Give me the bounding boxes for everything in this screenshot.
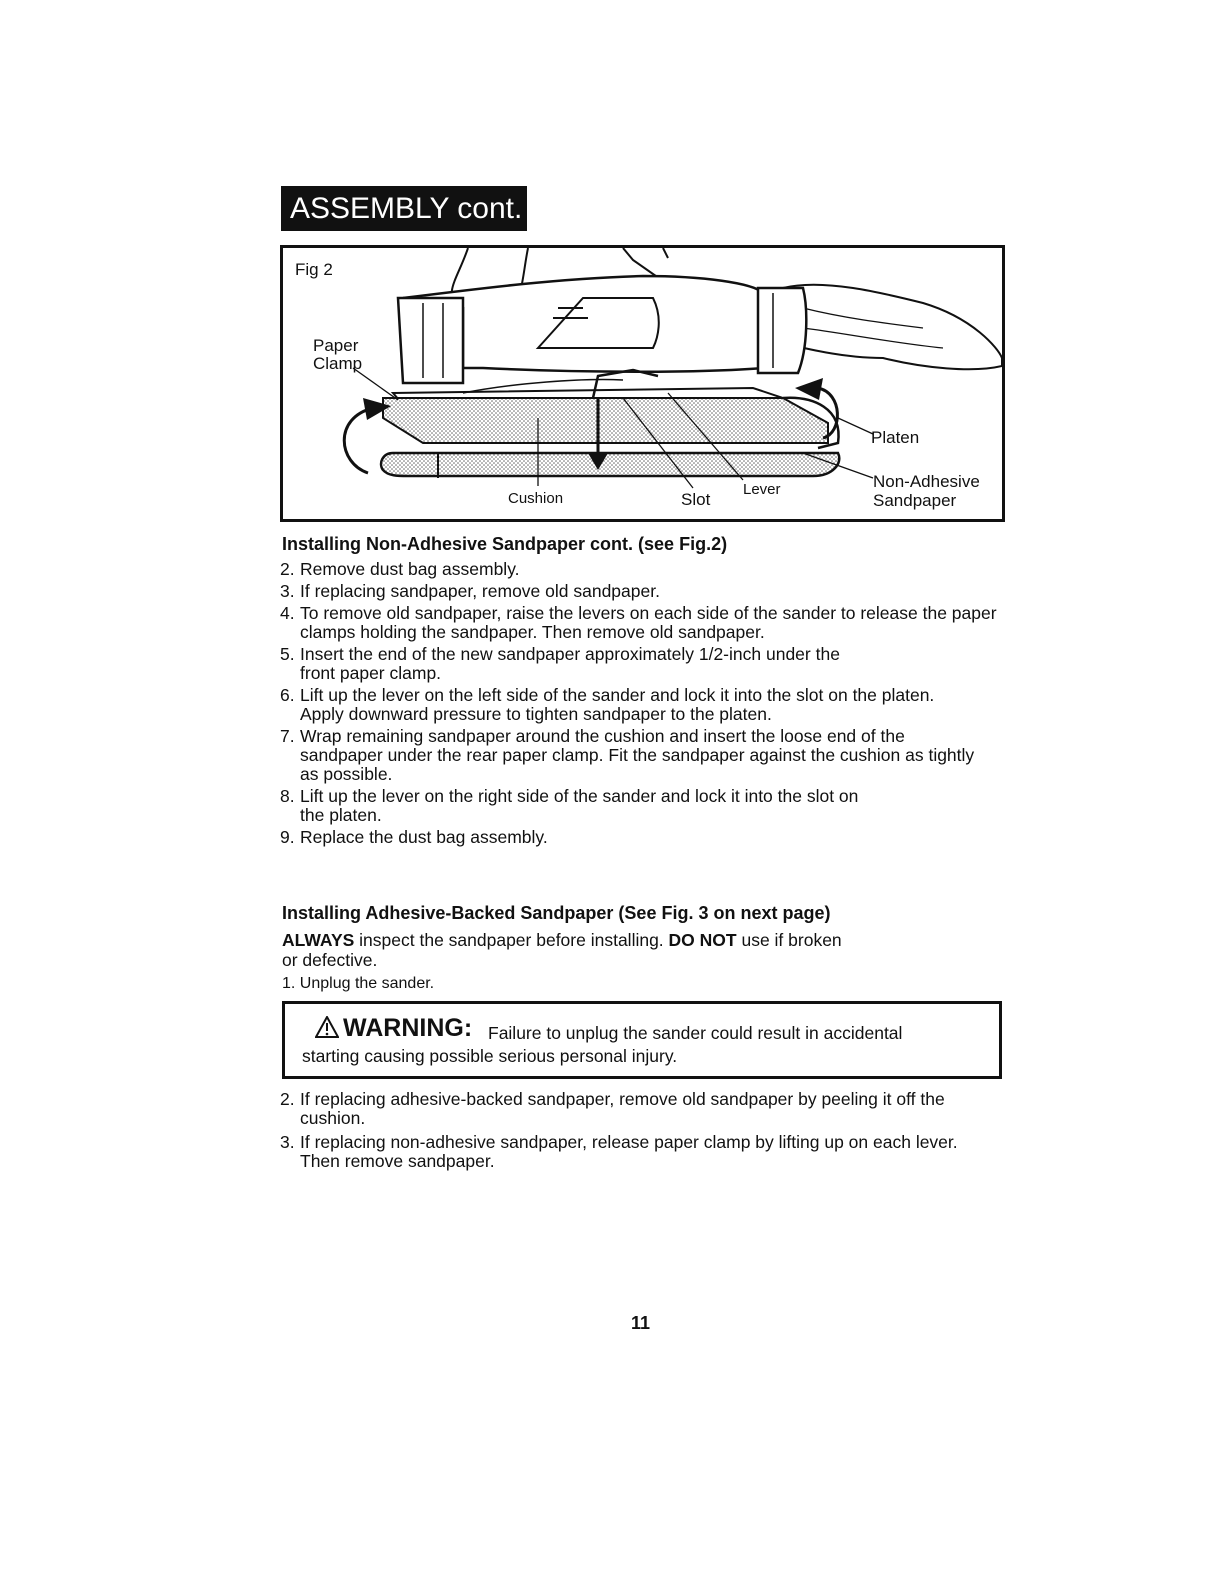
list-item bbox=[280, 1133, 1010, 1171]
step-text: Lift up the lever on the left side of the sander and lock it into the slot on the platen. Apply downward pressure to tighten sandpaper to the platen. bbox=[300, 685, 935, 724]
section-heading-non-adhesive: Installing Non-Adhesive Sandpaper cont. (see Fig.2) bbox=[282, 534, 728, 554]
step-number: 9. bbox=[280, 827, 295, 847]
callout-cushion: Cushion bbox=[508, 490, 564, 507]
callout-non-adhesive-2: Sandpaper bbox=[873, 491, 957, 510]
callout-platen: Platen bbox=[871, 428, 920, 447]
list-item bbox=[280, 686, 1010, 724]
callout-non-adhesive-1: Non-Adhesive bbox=[873, 472, 980, 491]
list-item bbox=[280, 1090, 1010, 1128]
callout-paper-clamp-1: Paper bbox=[313, 336, 359, 355]
warning-title: WARNING: bbox=[343, 1014, 473, 1042]
step-number: 2. bbox=[280, 559, 295, 579]
step-text: Replace the dust bag assembly. bbox=[300, 827, 548, 847]
warning-triangle-icon bbox=[315, 1016, 339, 1038]
step-number: 6. bbox=[280, 685, 295, 705]
step-unplug: 1. Unplug the sander. bbox=[282, 975, 435, 992]
callout-lever: Lever bbox=[743, 481, 781, 498]
step-text: If replacing sandpaper, remove old sandpaper. bbox=[300, 581, 660, 601]
non-adhesive-steps bbox=[280, 560, 1010, 850]
list-item bbox=[280, 582, 1010, 601]
figure-2 bbox=[280, 245, 1005, 522]
step-number: 7. bbox=[280, 726, 295, 746]
callout-slot: Slot bbox=[681, 490, 711, 509]
step-text: If replacing non-adhesive sandpaper, release paper clamp by lifting up on each lever. Then remove sandpaper. bbox=[300, 1132, 958, 1171]
warning-text-line-2: starting causing possible serious personal injury. bbox=[302, 1046, 678, 1066]
page-number: 11 bbox=[631, 1313, 651, 1333]
step-text: Lift up the lever on the right side of the sander and lock it into the slot on the platen. bbox=[300, 786, 859, 825]
step-text: Remove dust bag assembly. bbox=[300, 559, 520, 579]
warning-box bbox=[282, 1001, 1002, 1079]
step-text: Insert the end of the new sandpaper approximately 1/2-inch under the front paper clamp. bbox=[300, 644, 840, 683]
section-title-banner: ASSEMBLY cont. bbox=[281, 186, 527, 231]
step-number: 8. bbox=[280, 786, 295, 806]
intro-mid: inspect the sandpaper before installing. bbox=[354, 930, 669, 950]
intro-always: ALWAYS bbox=[282, 930, 355, 950]
step-number: 2. bbox=[280, 1089, 295, 1109]
step-number: 5. bbox=[280, 644, 295, 664]
step-text: To remove old sandpaper, raise the levers on each side of the sander to release the paper clamps holding the sandpaper. Then remove old sandpaper. bbox=[300, 603, 997, 642]
intro-do-not: DO NOT bbox=[668, 930, 737, 950]
section-heading-adhesive: Installing Adhesive-Backed Sandpaper (See Fig. 3 on next page) bbox=[282, 903, 831, 923]
callout-paper-clamp-2: Clamp bbox=[313, 354, 363, 373]
step-number: 3. bbox=[280, 1132, 295, 1152]
intro-end: use if broken or defective. bbox=[282, 930, 842, 970]
list-item bbox=[280, 560, 1010, 579]
step-text: Wrap remaining sandpaper around the cushion and insert the loose end of the sandpaper under the rear paper clamp. Fit the sandpaper against the cushion as tightly as possible. bbox=[300, 726, 975, 784]
adhesive-intro bbox=[282, 930, 982, 970]
list-item bbox=[280, 828, 1010, 847]
adhesive-steps bbox=[280, 1090, 1010, 1176]
warning-text-line-1: Failure to unplug the sander could result in accidental bbox=[488, 1023, 903, 1043]
figure-label: Fig 2 bbox=[295, 260, 333, 279]
list-item bbox=[280, 727, 1010, 784]
list-item bbox=[280, 787, 1010, 825]
step-number: 3. bbox=[280, 581, 295, 601]
list-item bbox=[280, 645, 1010, 683]
step-number: 4. bbox=[280, 603, 295, 623]
step-text: If replacing adhesive-backed sandpaper, remove old sandpaper by peeling it off the cushion. bbox=[300, 1089, 945, 1128]
list-item bbox=[280, 604, 1010, 642]
